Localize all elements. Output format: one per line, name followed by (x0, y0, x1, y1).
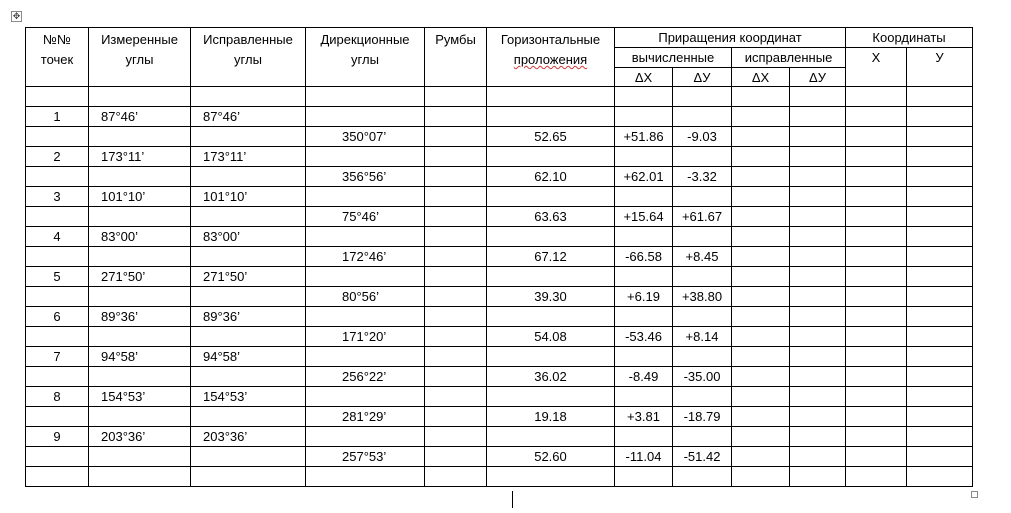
header-calc-dy: ΔУ (673, 68, 732, 87)
cell[interactable] (615, 87, 673, 107)
cell[interactable] (790, 307, 846, 327)
calc-dy[interactable]: -18.79 (673, 407, 732, 427)
cell[interactable] (907, 167, 973, 187)
empty-row (26, 467, 973, 487)
cell[interactable] (907, 307, 973, 327)
bearing[interactable] (425, 447, 487, 467)
cell[interactable] (846, 267, 907, 287)
calc-dx[interactable]: +3.81 (615, 407, 673, 427)
cell[interactable] (790, 367, 846, 387)
cell[interactable] (306, 87, 425, 107)
horizontal-distance[interactable]: 63.63 (487, 207, 615, 227)
calc-dy[interactable]: +38.80 (673, 287, 732, 307)
cell[interactable] (191, 247, 306, 267)
header-measured-angles: Измеренные углы (89, 28, 191, 87)
side-row (26, 247, 973, 267)
cell[interactable] (89, 327, 191, 347)
cell[interactable] (487, 307, 615, 327)
cell[interactable] (89, 207, 191, 227)
calc-dx[interactable]: -8.49 (615, 367, 673, 387)
header-coordinates: Координаты (846, 28, 973, 48)
cell[interactable] (907, 367, 973, 387)
measured-angle[interactable]: 173°11’ (89, 147, 191, 167)
cell[interactable] (907, 447, 973, 467)
corrected-angle[interactable]: 87°46’ (191, 107, 306, 127)
point-row (26, 267, 973, 287)
cell[interactable] (191, 447, 306, 467)
point-number[interactable]: 8 (26, 387, 89, 407)
cell[interactable] (790, 327, 846, 347)
cell[interactable] (732, 107, 790, 127)
cell[interactable] (26, 367, 89, 387)
cell[interactable] (425, 467, 487, 487)
side-row (26, 327, 973, 347)
cell[interactable] (89, 447, 191, 467)
bearing[interactable] (425, 327, 487, 347)
direction-angle[interactable]: 350°07’ (306, 127, 425, 147)
horizontal-distance[interactable]: 52.60 (487, 447, 615, 467)
calc-dx[interactable]: +6.19 (615, 287, 673, 307)
cell[interactable] (732, 287, 790, 307)
cell[interactable] (306, 267, 425, 287)
cell[interactable] (615, 267, 673, 287)
bearing[interactable] (425, 407, 487, 427)
cell[interactable] (191, 407, 306, 427)
cell[interactable] (306, 467, 425, 487)
cell[interactable] (790, 107, 846, 127)
point-row (26, 427, 973, 447)
cell[interactable] (732, 387, 790, 407)
cell[interactable] (732, 407, 790, 427)
header-point-number: №№ точек (26, 28, 89, 87)
cell[interactable] (89, 247, 191, 267)
cell[interactable] (673, 307, 732, 327)
cell[interactable] (425, 427, 487, 447)
point-row (26, 307, 973, 327)
horizontal-distance[interactable]: 52.65 (487, 127, 615, 147)
cell[interactable] (907, 427, 973, 447)
cell[interactable] (615, 227, 673, 247)
measured-angle[interactable]: 89°36’ (89, 307, 191, 327)
calc-dy[interactable]: -35.00 (673, 367, 732, 387)
cell[interactable] (846, 367, 907, 387)
cell[interactable] (846, 187, 907, 207)
corrected-angle[interactable]: 94°58’ (191, 347, 306, 367)
cell[interactable] (790, 267, 846, 287)
cell[interactable] (89, 167, 191, 187)
cell[interactable] (732, 147, 790, 167)
cell[interactable] (306, 227, 425, 247)
measured-angle[interactable]: 203°36’ (89, 427, 191, 447)
cell[interactable] (907, 147, 973, 167)
header-corrected: исправленные (732, 48, 846, 68)
cell[interactable] (732, 167, 790, 187)
bearing[interactable] (425, 167, 487, 187)
cell[interactable] (425, 347, 487, 367)
cell[interactable] (790, 227, 846, 247)
cell[interactable] (191, 367, 306, 387)
cell[interactable] (907, 387, 973, 407)
cell[interactable] (487, 187, 615, 207)
cell[interactable] (732, 227, 790, 247)
cell[interactable] (907, 347, 973, 367)
cell[interactable] (425, 387, 487, 407)
point-number[interactable]: 2 (26, 147, 89, 167)
calc-dx[interactable]: +62.01 (615, 167, 673, 187)
cell[interactable] (846, 127, 907, 147)
cell[interactable] (907, 187, 973, 207)
cell[interactable] (673, 387, 732, 407)
cell[interactable] (907, 87, 973, 107)
cell[interactable] (846, 227, 907, 247)
cell[interactable] (487, 467, 615, 487)
calc-dx[interactable]: -66.58 (615, 247, 673, 267)
cell[interactable] (846, 207, 907, 227)
cell[interactable] (846, 307, 907, 327)
cell[interactable] (846, 107, 907, 127)
horizontal-distance[interactable]: 19.18 (487, 407, 615, 427)
cell[interactable] (846, 167, 907, 187)
cell[interactable] (907, 227, 973, 247)
horizontal-distance[interactable]: 36.02 (487, 367, 615, 387)
cell[interactable] (846, 467, 907, 487)
cell[interactable] (425, 87, 487, 107)
point-row (26, 347, 973, 367)
direction-angle[interactable]: 80°56’ (306, 287, 425, 307)
side-row (26, 367, 973, 387)
corrected-angle[interactable]: 89°36’ (191, 307, 306, 327)
cell[interactable] (425, 307, 487, 327)
point-row (26, 147, 973, 167)
cell[interactable] (673, 227, 732, 247)
point-number[interactable]: 4 (26, 227, 89, 247)
calc-dy[interactable]: +8.45 (673, 247, 732, 267)
cell[interactable] (26, 167, 89, 187)
point-number[interactable]: 6 (26, 307, 89, 327)
point-number[interactable]: 5 (26, 267, 89, 287)
header-bearings: Румбы (425, 28, 487, 87)
point-number[interactable]: 9 (26, 427, 89, 447)
header-corr-dx: ΔX (732, 68, 790, 87)
cell[interactable] (846, 147, 907, 167)
cell[interactable] (487, 347, 615, 367)
bearing[interactable] (425, 367, 487, 387)
bearing[interactable] (425, 287, 487, 307)
cell[interactable] (790, 387, 846, 407)
side-row (26, 127, 973, 147)
cell[interactable] (673, 267, 732, 287)
cell[interactable] (790, 207, 846, 227)
cell[interactable] (26, 447, 89, 467)
measured-angle[interactable]: 87°46’ (89, 107, 191, 127)
cell[interactable] (615, 187, 673, 207)
cell[interactable] (846, 247, 907, 267)
header-y: У (907, 48, 973, 87)
coordinate-table (25, 27, 973, 487)
corrected-angle[interactable]: 101°10’ (191, 187, 306, 207)
cell[interactable] (790, 407, 846, 427)
corrected-angle[interactable]: 154°53’ (191, 387, 306, 407)
direction-angle[interactable]: 356°56’ (306, 167, 425, 187)
cell[interactable] (732, 307, 790, 327)
cell[interactable] (26, 467, 89, 487)
measured-angle[interactable]: 83°00’ (89, 227, 191, 247)
cell[interactable] (732, 447, 790, 467)
cell[interactable] (306, 347, 425, 367)
side-row (26, 167, 973, 187)
cell[interactable] (732, 327, 790, 347)
header-calc-dx: ΔX (615, 68, 673, 87)
text-cursor (512, 491, 513, 508)
cell[interactable] (615, 387, 673, 407)
cell[interactable] (673, 107, 732, 127)
cell[interactable] (846, 87, 907, 107)
header-direction-angles: Дирекционные углы (306, 28, 425, 87)
cell[interactable] (191, 287, 306, 307)
cell[interactable] (26, 127, 89, 147)
cell[interactable] (487, 107, 615, 127)
cell[interactable] (191, 207, 306, 227)
cell[interactable] (907, 407, 973, 427)
measured-angle[interactable]: 271°50’ (89, 267, 191, 287)
header-calculated: вычисленные (615, 48, 732, 68)
cell[interactable] (26, 287, 89, 307)
point-number[interactable]: 1 (26, 107, 89, 127)
header-horizontal-distances: Горизонтальные проложения (487, 28, 615, 87)
measured-angle[interactable]: 154°53’ (89, 387, 191, 407)
cell[interactable] (306, 427, 425, 447)
cell[interactable] (790, 247, 846, 267)
header-coordinate-increments: Приращения координат (615, 28, 846, 48)
cell[interactable] (732, 127, 790, 147)
calc-dx[interactable]: +51.86 (615, 127, 673, 147)
cell[interactable] (790, 187, 846, 207)
cell[interactable] (907, 127, 973, 147)
cell[interactable] (907, 107, 973, 127)
cell[interactable] (846, 427, 907, 447)
cell[interactable] (846, 347, 907, 367)
cell[interactable] (732, 267, 790, 287)
table-resize-handle-icon[interactable] (971, 491, 978, 498)
cell[interactable] (907, 327, 973, 347)
calc-dx[interactable]: -53.46 (615, 327, 673, 347)
cell[interactable] (907, 287, 973, 307)
cell[interactable] (191, 87, 306, 107)
cell[interactable] (487, 87, 615, 107)
calc-dy[interactable]: -3.32 (673, 167, 732, 187)
cell[interactable] (732, 87, 790, 107)
direction-angle[interactable]: 171°20’ (306, 327, 425, 347)
cell[interactable] (191, 167, 306, 187)
cell[interactable] (306, 107, 425, 127)
bearing[interactable] (425, 247, 487, 267)
cell[interactable] (907, 267, 973, 287)
cell[interactable] (790, 147, 846, 167)
cell[interactable] (89, 367, 191, 387)
cell[interactable] (790, 167, 846, 187)
corrected-angle[interactable]: 173°11’ (191, 147, 306, 167)
cell[interactable] (790, 447, 846, 467)
cell[interactable] (89, 287, 191, 307)
cell[interactable] (615, 147, 673, 167)
point-number[interactable]: 7 (26, 347, 89, 367)
cell[interactable] (615, 467, 673, 487)
cell[interactable] (846, 407, 907, 427)
direction-angle[interactable]: 257°53’ (306, 447, 425, 467)
cell[interactable] (790, 127, 846, 147)
cell[interactable] (487, 387, 615, 407)
corrected-angle[interactable]: 83°00’ (191, 227, 306, 247)
calc-dy[interactable]: +61.67 (673, 207, 732, 227)
cell[interactable] (89, 407, 191, 427)
header-row-1 (26, 28, 973, 48)
horizontal-distance[interactable]: 54.08 (487, 327, 615, 347)
direction-angle[interactable]: 256°22’ (306, 367, 425, 387)
point-row (26, 187, 973, 207)
cell[interactable] (732, 347, 790, 367)
direction-angle[interactable]: 281°29’ (306, 407, 425, 427)
cell[interactable] (89, 87, 191, 107)
cell[interactable] (191, 327, 306, 347)
cell[interactable] (732, 467, 790, 487)
direction-angle[interactable]: 75°46’ (306, 207, 425, 227)
cell[interactable] (191, 467, 306, 487)
cell[interactable] (425, 187, 487, 207)
calc-dy[interactable]: -9.03 (673, 127, 732, 147)
calc-dy[interactable]: -51.42 (673, 447, 732, 467)
cell[interactable] (615, 107, 673, 127)
empty-row (26, 87, 973, 107)
point-number[interactable]: 3 (26, 187, 89, 207)
cell[interactable] (26, 247, 89, 267)
cell[interactable] (790, 467, 846, 487)
cell[interactable] (732, 207, 790, 227)
cell[interactable] (673, 87, 732, 107)
cell[interactable] (615, 427, 673, 447)
cell[interactable] (26, 87, 89, 107)
cell[interactable] (306, 387, 425, 407)
cell[interactable] (732, 187, 790, 207)
cell[interactable] (89, 467, 191, 487)
point-row (26, 227, 973, 247)
cell[interactable] (907, 467, 973, 487)
header-corrected-angles: Исправленные углы (191, 28, 306, 87)
cell[interactable] (425, 267, 487, 287)
cell[interactable] (487, 427, 615, 447)
measured-angle[interactable]: 94°58’ (89, 347, 191, 367)
corrected-angle[interactable]: 203°36’ (191, 427, 306, 447)
cell[interactable] (790, 87, 846, 107)
side-row (26, 447, 973, 467)
cell[interactable] (907, 247, 973, 267)
cell[interactable] (732, 367, 790, 387)
cell[interactable] (732, 427, 790, 447)
cell[interactable] (846, 387, 907, 407)
cell[interactable] (191, 127, 306, 147)
header-corr-dy: ΔУ (790, 68, 846, 87)
calc-dx[interactable]: -11.04 (615, 447, 673, 467)
cell[interactable] (306, 187, 425, 207)
measured-angle[interactable]: 101°10’ (89, 187, 191, 207)
cell[interactable] (26, 207, 89, 227)
cell[interactable] (615, 347, 673, 367)
point-row (26, 387, 973, 407)
cell[interactable] (487, 147, 615, 167)
cell[interactable] (846, 287, 907, 307)
direction-angle[interactable]: 172°46’ (306, 247, 425, 267)
cell[interactable] (487, 227, 615, 247)
cell[interactable] (790, 287, 846, 307)
cell[interactable] (615, 307, 673, 327)
bearing[interactable] (425, 127, 487, 147)
cell[interactable] (907, 207, 973, 227)
point-row (26, 107, 973, 127)
cell[interactable] (425, 107, 487, 127)
cell[interactable] (89, 127, 191, 147)
cell[interactable] (306, 147, 425, 167)
cell[interactable] (673, 347, 732, 367)
cell[interactable] (732, 247, 790, 267)
cell[interactable] (306, 307, 425, 327)
cell[interactable] (425, 227, 487, 247)
corrected-angle[interactable]: 271°50’ (191, 267, 306, 287)
cell[interactable] (673, 467, 732, 487)
cell[interactable] (425, 147, 487, 167)
table-move-handle-icon[interactable]: ✥ (12, 11, 21, 21)
cell[interactable] (846, 327, 907, 347)
side-row (26, 287, 973, 307)
horizontal-distance[interactable]: 67.12 (487, 247, 615, 267)
cell[interactable] (673, 427, 732, 447)
cell[interactable] (790, 427, 846, 447)
horizontal-distance[interactable]: 39.30 (487, 287, 615, 307)
cell[interactable] (846, 447, 907, 467)
side-row (26, 207, 973, 227)
header-x: X (846, 48, 907, 87)
cell[interactable] (790, 347, 846, 367)
side-row (26, 407, 973, 427)
cell[interactable] (26, 327, 89, 347)
bearing[interactable] (425, 207, 487, 227)
calc-dy[interactable]: +8.14 (673, 327, 732, 347)
cell[interactable] (487, 267, 615, 287)
cell[interactable] (673, 187, 732, 207)
horizontal-distance[interactable]: 62.10 (487, 167, 615, 187)
calc-dx[interactable]: +15.64 (615, 207, 673, 227)
cell[interactable] (26, 407, 89, 427)
cell[interactable] (673, 147, 732, 167)
